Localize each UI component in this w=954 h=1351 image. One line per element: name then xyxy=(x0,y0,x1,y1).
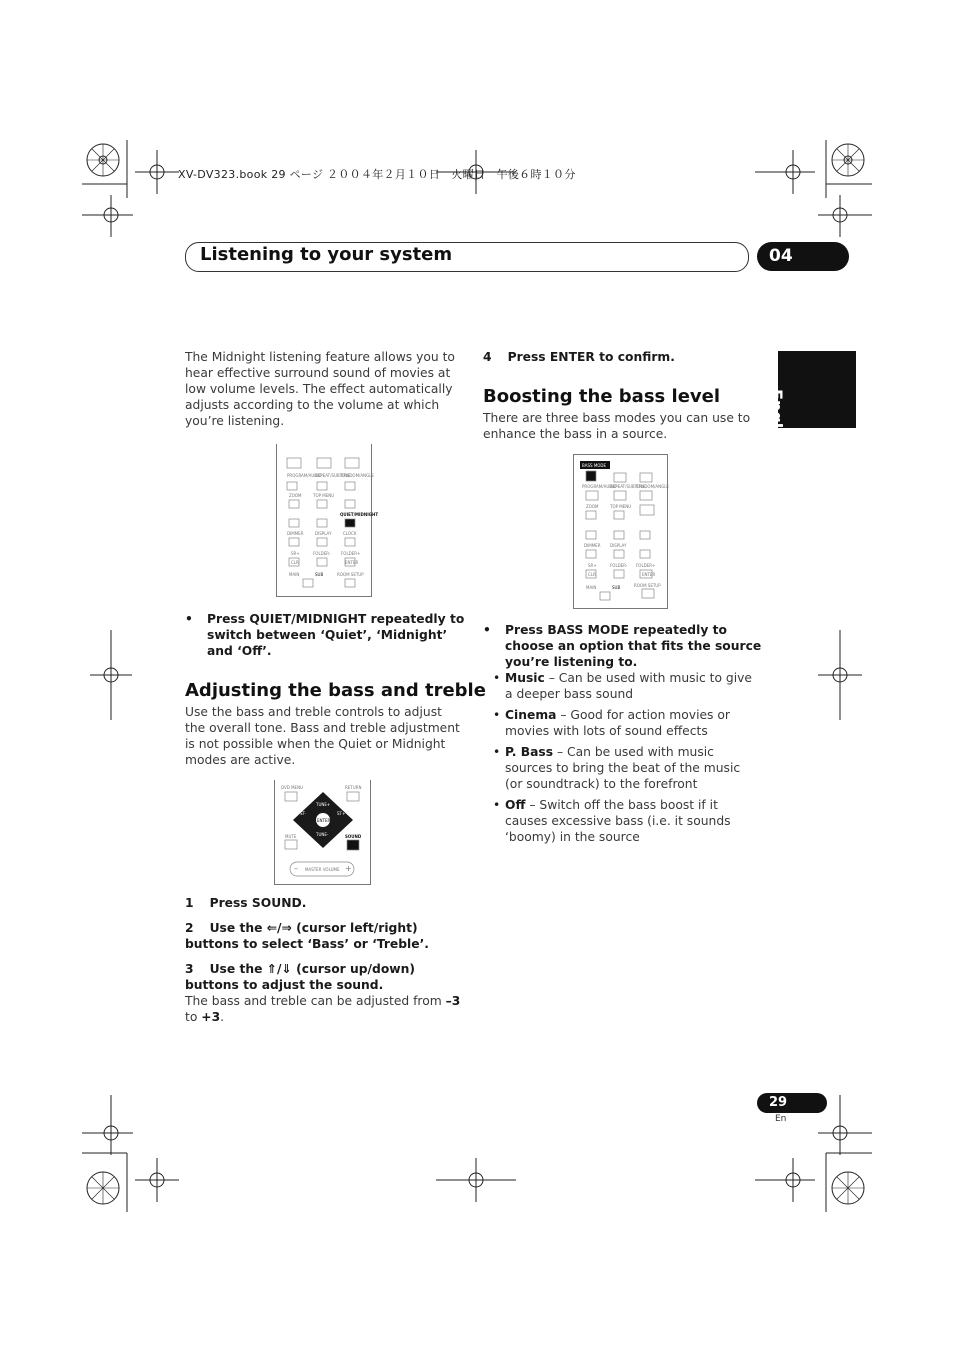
step-3-note-c: . xyxy=(220,1010,225,1024)
remote3-label-enter: ENTER xyxy=(642,572,656,577)
print-header: XV-DV323.book 29 ページ ２００４年２月１０日 火曜日 午後６時１０分 xyxy=(178,168,576,181)
remote3-label-random-angle: RANDOM/ANGLE xyxy=(636,484,669,489)
remote3-label-bass-mode: BASS MODE xyxy=(582,463,607,468)
remote-dpad-graphic xyxy=(275,780,370,884)
remote1-label-top-menu: TOP MENU xyxy=(313,493,335,498)
left-right-arrows-icon: ⇐/⇒ xyxy=(266,921,292,935)
step-3-number: 3 xyxy=(185,962,194,976)
remote3-label-folder-minus: FOLDER- xyxy=(610,563,628,568)
list-item xyxy=(483,670,758,702)
page-title: Listening to your system xyxy=(200,244,453,265)
remote2-label-enter: ENTER xyxy=(317,818,331,823)
chapter-badge: 04 xyxy=(757,242,849,271)
step-4-text: Press ENTER to confirm. xyxy=(507,350,675,364)
mode-name: Music xyxy=(505,671,545,685)
remote-illustration-sound xyxy=(274,780,371,885)
remote2-label-st-minus: ST- xyxy=(300,811,307,816)
remote3-label-sub: SUB xyxy=(612,585,621,590)
mode-desc: – Good for action movies or movies with lots of sound effects xyxy=(505,708,730,738)
remote1-label-zoom: ZOOM xyxy=(289,493,302,498)
remote1-label-repeat-subtitle: REPEAT/SUBTITLE xyxy=(315,473,351,478)
remote1-label-folder-minus: FOLDER- xyxy=(313,551,331,556)
remote2-label-return: RETURN xyxy=(345,785,362,790)
step-2-text-a: Use the xyxy=(209,921,263,935)
boost-bass-heading: Boosting the bass level xyxy=(483,386,721,407)
page-number: 29 xyxy=(757,1093,827,1113)
step-3-note-max: +3 xyxy=(201,1010,221,1024)
remote-keypad-graphic xyxy=(277,444,379,596)
remote2-label-st-plus: ST+ xyxy=(337,811,346,816)
step-2-number: 2 xyxy=(185,921,194,935)
list-item xyxy=(483,744,758,792)
language-tab xyxy=(767,351,856,455)
step-4 xyxy=(483,349,763,365)
remote3-label-zoom: ZOOM xyxy=(586,504,599,509)
remote3-label-top-menu: TOP MENU xyxy=(610,504,632,509)
remote-bass-keypad-graphic xyxy=(574,455,667,608)
remote2-label-dvd-menu: DVD MENU xyxy=(281,785,303,790)
mode-name: P. Bass xyxy=(505,745,554,759)
remote1-label-clock: CLOCK xyxy=(343,531,357,536)
remote1-label-clr: CLR xyxy=(291,560,299,565)
step-3-note-a: The bass and treble can be adjusted from xyxy=(185,994,446,1008)
list-item xyxy=(483,707,758,739)
remote-illustration-bass-mode xyxy=(573,454,668,609)
remote3-label-clr: CLR xyxy=(588,572,596,577)
up-down-arrows-icon: ⇑/⇓ xyxy=(266,962,292,976)
remote1-label-room-setup: ROOM SETUP xyxy=(337,572,364,577)
step-3-note-b: to xyxy=(185,1010,202,1024)
step-1-text: Press SOUND. xyxy=(209,896,307,910)
step-3 xyxy=(185,961,465,993)
step-1 xyxy=(185,895,465,911)
remote1-label-random-angle: RANDOM/ANGLE xyxy=(341,473,374,478)
remote3-label-dimmer: DIMMER xyxy=(584,543,601,548)
bass-treble-intro: Use the bass and treble controls to adjust the overall tone. Bass and treble adjustment is not possible when the Quiet or Midnight modes are active. xyxy=(185,705,460,767)
step-2-text-b: (cursor left/right) buttons to select ‘Bass’ or ‘Treble’. xyxy=(185,921,429,951)
bullet-dot: • xyxy=(483,623,491,637)
step-3-note xyxy=(185,993,465,1025)
remote1-label-program-audio: PROGRAM/AUDIO xyxy=(287,473,322,478)
mode-desc: – Switch off the bass boost if it causes excessive bass (i.e. it sounds ‘boomy) in the source xyxy=(505,798,731,844)
remote2-label-sound: SOUND xyxy=(345,834,362,839)
svg-text:–: – xyxy=(294,864,298,873)
step-3-note-min: –3 xyxy=(445,994,461,1008)
mode-name: Cinema xyxy=(505,708,557,722)
mode-desc: – Can be used with music to give a deeper bass sound xyxy=(505,671,752,701)
mode-name: Off xyxy=(505,798,526,812)
remote2-label-tune-minus: TUNE- xyxy=(316,832,329,837)
step-1-number: 1 xyxy=(185,896,194,910)
bass-mode-instruction xyxy=(483,622,763,670)
remote2-label-mute: MUTE xyxy=(285,834,297,839)
remote3-label-sr: SR+ xyxy=(588,563,597,568)
mode-desc: – Can be used with music sources to bring the beat of the music (or soundtrack) to the forefront xyxy=(505,745,741,791)
step-4-number: 4 xyxy=(483,350,492,364)
step-3-text-b: (cursor up/down) buttons to adjust the sound. xyxy=(185,962,416,992)
remote1-label-sub: SUB xyxy=(315,572,324,577)
remote3-label-program-audio: PROGRAM/AUDIO xyxy=(582,484,617,489)
step-2 xyxy=(185,920,465,952)
remote1-label-display: DISPLAY xyxy=(315,531,332,536)
svg-text:+: + xyxy=(345,864,352,873)
remote3-label-display: DISPLAY xyxy=(610,543,627,548)
list-item xyxy=(483,797,758,845)
bass-mode-list xyxy=(483,670,758,850)
remote1-label-dimmer: DIMMER xyxy=(287,531,304,536)
remote3-label-main: MAIN xyxy=(586,585,597,590)
remote1-label-quiet-midnight: QUIET/MIDNIGHT xyxy=(340,512,379,517)
boost-bass-intro: There are three bass modes you can use to enhance the bass in a source. xyxy=(483,411,751,441)
remote2-label-master-volume: MASTER VOLUME xyxy=(305,867,340,872)
remote1-label-folder-plus: FOLDER+ xyxy=(341,551,361,556)
page-language: En xyxy=(775,1114,787,1124)
bullet-dot: • xyxy=(185,612,193,626)
remote2-label-tune-plus: TUNE+ xyxy=(316,802,331,807)
remote3-label-room-setup: ROOM SETUP xyxy=(634,583,661,588)
bass-mode-instruction-text: Press BASS MODE repeatedly to choose an option that fits the source you’re listening to. xyxy=(505,623,762,669)
remote3-label-repeat-subtitle: REPEAT/SUBTITLE xyxy=(610,484,646,489)
remote-illustration-quiet-midnight xyxy=(276,444,379,597)
quiet-midnight-instruction-text: Press QUIET/MIDNIGHT repeatedly to switch between ‘Quiet’, ‘Midnight’ and ‘Off’. xyxy=(207,612,465,658)
remote1-label-main: MAIN xyxy=(289,572,300,577)
bass-treble-heading: Adjusting the bass and treble xyxy=(185,680,486,701)
midnight-intro: The Midnight listening feature allows you to hear effective surround sound of movies at low volume levels. The effect automatically adjusts according to the volume at which you’re listening. xyxy=(185,350,455,428)
step-3-text-a: Use the xyxy=(209,962,263,976)
language-tab-label: English xyxy=(767,389,786,455)
remote1-label-enter: ENTER xyxy=(345,560,359,565)
remote3-label-folder-plus: FOLDER+ xyxy=(636,563,656,568)
quiet-midnight-instruction xyxy=(185,611,465,659)
remote1-label-sr: SR+ xyxy=(291,551,300,556)
